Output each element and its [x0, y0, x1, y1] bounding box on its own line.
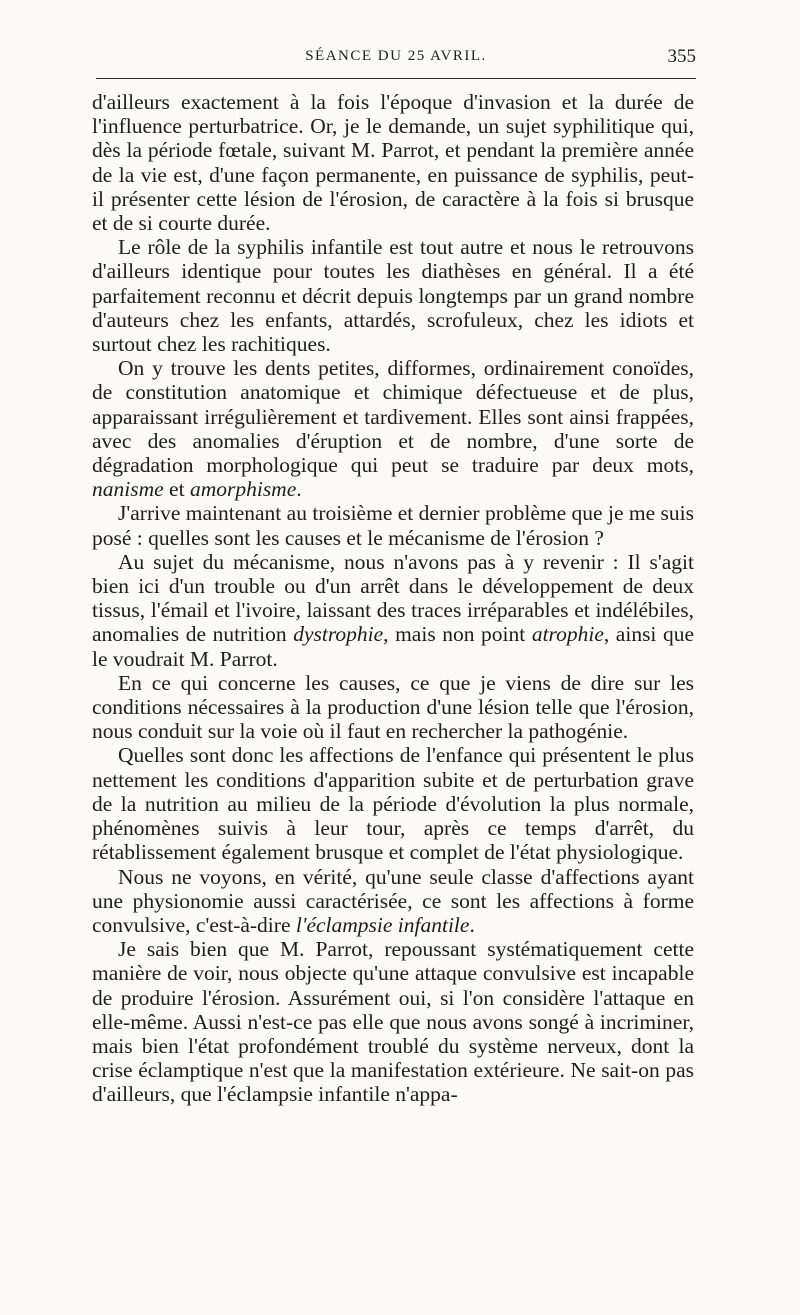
- paragraph: [92, 550, 694, 671]
- italic-term: nanisme: [92, 477, 164, 502]
- text-run: et: [163, 477, 190, 502]
- italic-term: dystrophie: [293, 622, 384, 647]
- body-text: [92, 90, 694, 1107]
- text-run: , ainsi que le voudrait M. Parrot.: [92, 622, 695, 671]
- text-run: .: [296, 477, 302, 502]
- paragraph: [92, 937, 694, 1106]
- paragraph: [92, 865, 694, 938]
- paragraph: [92, 90, 694, 235]
- text-run: .: [469, 912, 475, 937]
- paragraph: [92, 501, 694, 549]
- page-number: 355: [667, 46, 696, 67]
- header-rule: [96, 78, 696, 79]
- text-run: Au sujet du mécanisme, nous n'avons pas à y revenir : Il s'agit bien ici d'un trouble ou d'un arrêt dans le développement de deux tissus, l'émail et l'ivoire, laissant des traces irréparables et indélébiles, anomalies de nutrition: [92, 549, 694, 647]
- paragraph: [92, 743, 694, 864]
- italic-term: amorphisme: [189, 477, 297, 502]
- paragraph: [92, 356, 694, 501]
- text-run: Je sais bien que M. Parrot, repoussant systématiquement cette manière de voir, nous objecte qu'une attaque convulsive est incapable de produire l'érosion. Assurément oui, si l'on considère l'attaque en elle-même. Aussi n'est-ce pas elle que nous avons songé à incriminer, mais bien l'état profondément troublé du système nerveux, dont la crise éclamptique n'est que la manifestation extérieure. Ne sait-on pas d'ailleurs, que l'éclampsie infantile n'appa-: [92, 937, 694, 1107]
- italic-term: l'éclampsie infantile: [295, 912, 470, 937]
- text-run: , mais non point: [383, 622, 532, 647]
- text-run: On y trouve les dents petites, difformes, ordinairement conoïdes, de constitution anatomique et chimique défectueuse et de plus, apparaissant irrégulièrement et tardivement. Elles sont ainsi frappées, avec des anomalies d'éruption et de nombre, d'une sorte de dégradation morphologique qui peut se traduire par deux mots,: [92, 356, 694, 478]
- text-run: Nous ne voyons, en vérité, qu'une seule classe d'affections ayant une physionomie aussi caractérisée, ce sont les affections à forme convulsive, c'est-à-dire: [92, 864, 694, 937]
- text-run: Quelles sont donc les affections de l'enfance qui présentent le plus nettement les conditions d'apparition subite et de perturbation grave de la nutrition au milieu de la période d'évolution la plus normale, phénomènes suivis à leur tour, après ce temps d'arrêt, du rétablissement également brusque et complet de l'état physiologique.: [92, 743, 694, 865]
- page-header: [96, 48, 696, 70]
- running-head: SÉANCE DU 25 AVRIL.: [305, 48, 487, 64]
- text-run: J'arrive maintenant au troisième et dernier problème que je me suis posé : quelles sont les causes et le mécanisme de l'érosion ?: [92, 501, 694, 550]
- paragraph: [92, 235, 694, 356]
- text-run: d'ailleurs exactement à la fois l'époque d'invasion et la durée de l'influence perturbatrice. Or, je le demande, un sujet syphilitique qui, dès la période fœtale, suivant M. Parrot, et pendant la première année de la vie est, d'une façon permanente, en puissance de syphilis, peut-il présenter cette lésion de l'érosion, de caractère à la fois si brusque et de si courte durée.: [92, 90, 694, 236]
- paragraph: [92, 671, 694, 744]
- text-run: Le rôle de la syphilis infantile est tout autre et nous le retrouvons d'ailleurs identique pour toutes les diathèses en général. Il a été parfaitement reconnu et décrit depuis longtemps par un grand nombre d'auteurs chez les enfants, attardés, scrofuleux, chez les idiots et surtout chez les rachitiques.: [92, 235, 694, 357]
- italic-term: atrophie: [531, 622, 604, 647]
- text-run: En ce qui concerne les causes, ce que je viens de dire sur les conditions nécessaires à la production d'une lésion telle que l'érosion, nous conduit sur la voie où il faut en rechercher la pathogénie.: [92, 670, 694, 744]
